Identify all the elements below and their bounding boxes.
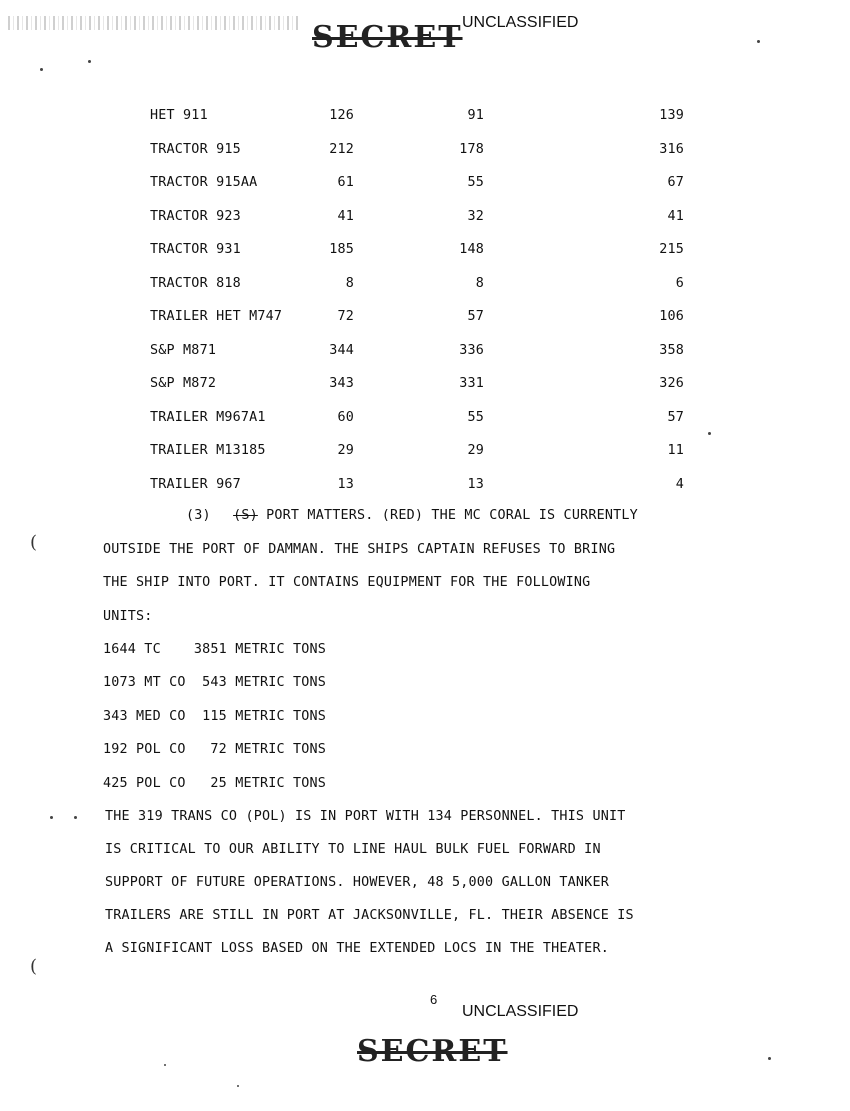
- equipment-name: TRACTOR 931: [150, 242, 241, 257]
- margin-bracket-mark: (: [30, 956, 38, 977]
- equipment-name: TRACTOR 915AA: [150, 175, 258, 190]
- equipment-count-col2: 336: [459, 343, 484, 358]
- scan-speck: [74, 816, 77, 819]
- paragraph-3-heading-line: [186, 508, 638, 523]
- page-number: 6: [430, 992, 438, 1007]
- secret-stamp-top: SECRET: [312, 20, 463, 55]
- equipment-count-col3: 358: [659, 343, 684, 358]
- equipment-count-col1: 41: [337, 209, 354, 224]
- equipment-count-col3: 4: [675, 477, 684, 492]
- equipment-count-col2: 8: [475, 276, 484, 291]
- equipment-count-col2: 57: [467, 309, 484, 324]
- unit-tonnage-line: 1073 MT CO 543 METRIC TONS: [103, 675, 327, 690]
- equipment-count-col1: 344: [329, 343, 354, 358]
- body-line: A SIGNIFICANT LOSS BASED ON THE EXTENDED LOCS IN THE THEATER.: [105, 941, 609, 956]
- equipment-count-col3: 41: [667, 209, 684, 224]
- paragraph-3-lead-text: PORT MATTERS. (RED) THE MC CORAL IS CURRENTLY: [266, 508, 638, 523]
- scan-speck: [88, 60, 91, 63]
- equipment-name: S&P M871: [150, 343, 217, 358]
- equipment-count-col1: 72: [337, 309, 354, 324]
- equipment-count-col2: 331: [459, 376, 484, 391]
- scan-speck: [50, 816, 53, 819]
- equipment-count-col1: 126: [329, 108, 354, 123]
- body-line: TRAILERS ARE STILL IN PORT AT JACKSONVILLE, FL. THEIR ABSENCE IS: [105, 908, 634, 923]
- equipment-count-col2: 29: [467, 443, 484, 458]
- equipment-count-col3: 139: [659, 108, 684, 123]
- unit-tonnage-line: 425 POL CO 25 METRIC TONS: [103, 776, 327, 791]
- equipment-count-col2: 32: [467, 209, 484, 224]
- equipment-count-col3: 215: [659, 242, 684, 257]
- scan-speck: [164, 1064, 166, 1066]
- equipment-count-col1: 29: [337, 443, 354, 458]
- equipment-name: TRACTOR 915: [150, 142, 241, 157]
- equipment-name: TRACTOR 818: [150, 276, 241, 291]
- equipment-count-col3: 57: [667, 410, 684, 425]
- equipment-name: TRAILER M13185: [150, 443, 266, 458]
- equipment-count-col2: 91: [467, 108, 484, 123]
- equipment-count-col1: 60: [337, 410, 354, 425]
- equipment-name: TRAILER 967: [150, 477, 241, 492]
- equipment-count-col3: 326: [659, 376, 684, 391]
- equipment-count-col1: 185: [329, 242, 354, 257]
- equipment-count-col2: 55: [467, 410, 484, 425]
- equipment-count-col1: 212: [329, 142, 354, 157]
- equipment-count-col3: 6: [675, 276, 684, 291]
- paragraph-number: (3): [186, 508, 211, 523]
- body-line: OUTSIDE THE PORT OF DAMMAN. THE SHIPS CAPTAIN REFUSES TO BRING: [103, 542, 616, 557]
- body-line: SUPPORT OF FUTURE OPERATIONS. HOWEVER, 48 5,000 GALLON TANKER: [105, 875, 609, 890]
- equipment-count-col3: 67: [667, 175, 684, 190]
- equipment-count-col1: 343: [329, 376, 354, 391]
- scan-speck: [237, 1085, 239, 1087]
- body-line: IS CRITICAL TO OUR ABILITY TO LINE HAUL BULK FUEL FORWARD IN: [105, 842, 601, 857]
- equipment-count-col2: 148: [459, 242, 484, 257]
- equipment-count-col3: 106: [659, 309, 684, 324]
- equipment-count-col2: 55: [467, 175, 484, 190]
- equipment-name: HET 911: [150, 108, 208, 123]
- equipment-name: S&P M872: [150, 376, 217, 391]
- equipment-count-col1: 13: [337, 477, 354, 492]
- equipment-count-col2: 178: [459, 142, 484, 157]
- unit-tonnage-line: 192 POL CO 72 METRIC TONS: [103, 742, 327, 757]
- equipment-name: TRAILER HET M747: [150, 309, 283, 324]
- unit-tonnage-line: 1644 TC 3851 METRIC TONS: [103, 642, 327, 657]
- body-line: THE 319 TRANS CO (POL) IS IN PORT WITH 134 PERSONNEL. THIS UNIT: [105, 809, 626, 824]
- equipment-count-col1: 8: [345, 276, 354, 291]
- body-line: THE SHIP INTO PORT. IT CONTAINS EQUIPMENT FOR THE FOLLOWING: [103, 575, 591, 590]
- scan-speck: [768, 1057, 771, 1060]
- scan-speck: [708, 432, 711, 435]
- scan-noise-header: [8, 16, 298, 30]
- equipment-count-col3: 11: [667, 443, 684, 458]
- scan-speck: [757, 40, 760, 43]
- unit-tonnage-line: 343 MED CO 115 METRIC TONS: [103, 709, 327, 724]
- classification-bottom: UNCLASSIFIED: [462, 1003, 579, 1020]
- equipment-count-col3: 316: [659, 142, 684, 157]
- scan-speck: [40, 68, 43, 71]
- classification-top: UNCLASSIFIED: [462, 14, 579, 31]
- margin-bracket-mark: (: [30, 532, 38, 553]
- equipment-name: TRAILER M967A1: [150, 410, 266, 425]
- equipment-count-col1: 61: [337, 175, 354, 190]
- equipment-name: TRACTOR 923: [150, 209, 241, 224]
- struck-classification-mark: (S): [233, 508, 258, 523]
- equipment-count-col2: 13: [467, 477, 484, 492]
- secret-stamp-bottom: SECRET: [357, 1034, 508, 1069]
- body-line: UNITS:: [103, 609, 153, 624]
